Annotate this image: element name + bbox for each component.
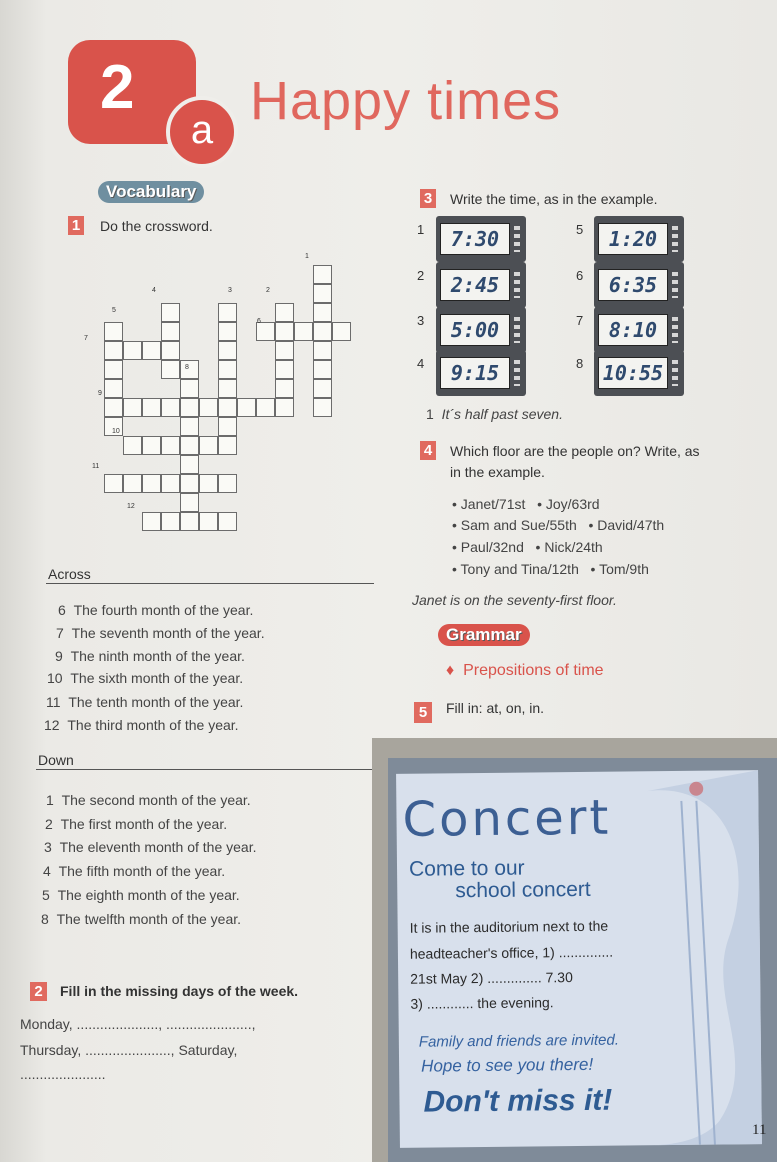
crossword-cell[interactable]	[104, 379, 123, 398]
clock-number: 4	[417, 356, 425, 371]
clue-across-6: 6 The fourth month of the year.	[58, 602, 254, 618]
crossword-cell[interactable]	[142, 341, 161, 360]
clock-time: 5:00	[440, 314, 510, 346]
crossword-cell[interactable]	[199, 474, 218, 493]
digital-clock-icon	[436, 307, 526, 353]
crossword-cell[interactable]	[161, 341, 180, 360]
crossword-cell[interactable]	[180, 493, 199, 512]
clue-down-2: 2 The first month of the year.	[45, 816, 228, 832]
poster-body-4[interactable]: 3) ............ the evening.	[410, 994, 554, 1012]
digital-clock-icon	[436, 216, 526, 262]
crossword-cell[interactable]	[275, 341, 294, 360]
crossword-cell[interactable]	[142, 436, 161, 455]
crossword-grid[interactable]	[0, 0, 380, 560]
digital-clock-icon	[594, 307, 684, 353]
clock-time: 1:20	[598, 223, 668, 255]
exercise-3-example: 1 It´s half past seven.	[426, 406, 563, 422]
clock-time: 10:55	[598, 357, 668, 389]
crossword-cell[interactable]	[180, 360, 199, 379]
clock-number: 7	[576, 313, 584, 328]
digital-clock-icon	[436, 262, 526, 308]
clue-across-7: 7 The seventh month of the year.	[56, 625, 265, 641]
crossword-cell[interactable]	[313, 284, 332, 303]
across-heading: Across	[48, 566, 91, 582]
clock-number: 2	[417, 268, 425, 283]
crossword-cell[interactable]	[218, 379, 237, 398]
exercise-5-number: 5	[414, 702, 432, 723]
clock-time: 2:45	[440, 269, 510, 301]
clue-across-11: 11 The tenth month of the year.	[46, 694, 244, 710]
exercise-4-number: 4	[420, 441, 436, 460]
crossword-cell[interactable]	[180, 436, 199, 455]
crossword-cell[interactable]	[218, 341, 237, 360]
clock-number: 8	[576, 356, 584, 371]
crossword-number: 5	[112, 307, 116, 314]
poster-body-3[interactable]: 21st May 2) .............. 7.30	[410, 969, 573, 987]
digital-clock-icon	[436, 350, 526, 396]
exercise-1-number: 1	[68, 216, 84, 235]
digital-clock-icon	[594, 216, 684, 262]
crossword-cell[interactable]	[161, 512, 180, 531]
crossword-cell[interactable]	[218, 512, 237, 531]
crossword-number: 3	[228, 287, 232, 294]
unit-letter: a	[166, 96, 238, 168]
clue-down-5: 5 The eighth month of the year.	[42, 887, 240, 903]
clock-time: 6:35	[598, 269, 668, 301]
crossword-cell[interactable]	[313, 341, 332, 360]
crossword-cell[interactable]	[104, 474, 123, 493]
poster-invite-2: Hope to see you there!	[421, 1054, 594, 1076]
crossword-number: 8	[185, 364, 189, 371]
crossword-cell[interactable]	[218, 436, 237, 455]
clock-number: 5	[576, 222, 584, 237]
clue-down-8: 8 The twelfth month of the year.	[41, 911, 242, 927]
crossword-number: 6	[257, 318, 261, 325]
poster-subtitle-2: school concert	[455, 877, 591, 903]
crossword-cell[interactable]	[275, 360, 294, 379]
clue-across-10: 10 The sixth month of the year.	[47, 670, 244, 686]
exercise-2-instruction: Fill in the missing days of the week.	[60, 983, 299, 999]
crossword-cell[interactable]	[104, 322, 123, 341]
digital-clock-icon	[594, 262, 684, 308]
crossword-cell[interactable]	[104, 398, 123, 417]
crossword-cell[interactable]	[180, 455, 199, 474]
crossword-cell[interactable]	[161, 398, 180, 417]
down-rule	[36, 769, 372, 770]
page-number: 11	[752, 1122, 767, 1138]
crossword-cell[interactable]	[161, 322, 180, 341]
exercise-1-instruction: Do the crossword.	[100, 218, 213, 234]
poster-invite-1: Family and friends are invited.	[418, 1031, 620, 1051]
crossword-cell[interactable]	[275, 398, 294, 417]
crossword-cell[interactable]	[104, 360, 123, 379]
crossword-cell[interactable]	[275, 322, 294, 341]
clue-across-12: 12 The third month of the year.	[44, 717, 239, 733]
days-line-3[interactable]: ......................	[20, 1066, 106, 1082]
crossword-cell[interactable]	[180, 379, 199, 398]
grammar-label: Grammar	[438, 624, 530, 646]
floor-row: • Paul/32nd • Nick/24th	[452, 539, 603, 555]
crossword-cell[interactable]	[313, 379, 332, 398]
exercise-3-instruction: Write the time, as in the example.	[450, 191, 658, 207]
crossword-number: 12	[127, 503, 135, 510]
floor-row: • Janet/71st • Joy/63rd	[452, 496, 600, 512]
down-heading: Down	[38, 752, 74, 768]
grammar-topic: ♦ Prepositions of time	[446, 662, 604, 679]
crossword-cell[interactable]	[161, 474, 180, 493]
poster-subtitle-1: Come to our	[408, 856, 525, 881]
crossword-number: 1	[305, 253, 309, 260]
crossword-cell[interactable]	[180, 398, 199, 417]
crossword-cell[interactable]	[123, 436, 142, 455]
crossword-cell[interactable]	[199, 398, 218, 417]
poster-body-1: It is in the auditorium next to the	[409, 917, 609, 936]
crossword-cell[interactable]	[142, 512, 161, 531]
crossword-cell[interactable]	[218, 303, 237, 322]
crossword-cell[interactable]	[199, 436, 218, 455]
crossword-cell[interactable]	[332, 322, 351, 341]
crossword-cell[interactable]	[313, 360, 332, 379]
crossword-number: 10	[112, 428, 120, 435]
crossword-cell[interactable]	[180, 512, 199, 531]
crossword-cell[interactable]	[313, 265, 332, 284]
crossword-cell[interactable]	[256, 398, 275, 417]
exercise-4-instruction-1: Which floor are the people on? Write, as	[450, 443, 700, 459]
crossword-cell[interactable]	[161, 360, 180, 379]
crossword-cell[interactable]	[104, 341, 123, 360]
clue-down-4: 4 The fifth month of the year.	[43, 863, 226, 879]
crossword-cell[interactable]	[294, 322, 313, 341]
exercise-2-number: 2	[30, 982, 47, 1001]
digital-clock-icon	[594, 350, 684, 396]
clue-down-3: 3 The eleventh month of the year.	[44, 839, 257, 855]
crossword-cell[interactable]	[218, 322, 237, 341]
poster-title: Concert	[402, 789, 612, 848]
exercise-5-instruction: Fill in: at, on, in.	[446, 700, 545, 716]
crossword-cell[interactable]	[218, 398, 237, 417]
clock-time: 9:15	[440, 357, 510, 389]
crossword-cell[interactable]	[123, 398, 142, 417]
crossword-cell[interactable]	[180, 474, 199, 493]
crossword-cell[interactable]	[199, 512, 218, 531]
page-title: Happy times	[250, 71, 562, 131]
days-line-2[interactable]: Thursday, ......................, Saturday,	[20, 1042, 238, 1058]
clock-number: 3	[417, 313, 425, 328]
crossword-number: 9	[98, 390, 102, 397]
clue-down-1: 1 The second month of the year.	[46, 792, 251, 808]
crossword-cell[interactable]	[142, 398, 161, 417]
crossword-cell[interactable]	[180, 417, 199, 436]
crossword-cell[interactable]	[313, 398, 332, 417]
exercise-4-example: Janet is on the seventy-first floor.	[412, 592, 617, 608]
diamond-icon: ♦	[446, 662, 455, 679]
clock-number: 1	[417, 222, 425, 237]
crossword-cell[interactable]	[123, 474, 142, 493]
crossword-number: 4	[152, 287, 156, 294]
crossword-number: 7	[84, 335, 88, 342]
crossword-cell[interactable]	[218, 360, 237, 379]
exercise-4-instruction-2: in the example.	[450, 464, 545, 480]
crossword-cell[interactable]	[275, 379, 294, 398]
clock-time: 8:10	[598, 314, 668, 346]
clock-time: 7:30	[440, 223, 510, 255]
vocabulary-label: Vocabulary	[98, 181, 204, 203]
across-rule	[46, 583, 374, 584]
crossword-cell[interactable]	[123, 341, 142, 360]
crossword-cell[interactable]	[161, 436, 180, 455]
crossword-cell[interactable]	[218, 417, 237, 436]
crossword-number: 11	[92, 463, 100, 470]
crossword-number: 2	[266, 287, 270, 294]
clue-across-9: 9 The ninth month of the year.	[55, 648, 245, 664]
concert-poster	[396, 770, 762, 1148]
floor-row: • Tony and Tina/12th • Tom/9th	[452, 561, 649, 577]
crossword-cell[interactable]	[142, 474, 161, 493]
floor-row: • Sam and Sue/55th • David/47th	[452, 517, 665, 533]
crossword-cell[interactable]	[313, 322, 332, 341]
poster-body-2[interactable]: headteacher's office, 1) ..............	[409, 943, 614, 962]
crossword-cell[interactable]	[161, 303, 180, 322]
crossword-cell[interactable]	[313, 303, 332, 322]
unit-number: 2	[100, 53, 135, 122]
clock-number: 6	[576, 268, 584, 283]
crossword-cell[interactable]	[237, 398, 256, 417]
poster-dont-miss: Don't miss it!	[423, 1083, 613, 1119]
crossword-cell[interactable]	[218, 474, 237, 493]
crossword-cell[interactable]	[275, 303, 294, 322]
exercise-3-number: 3	[420, 189, 436, 208]
days-line-1[interactable]: Monday, ....................., ......................,	[20, 1016, 256, 1032]
